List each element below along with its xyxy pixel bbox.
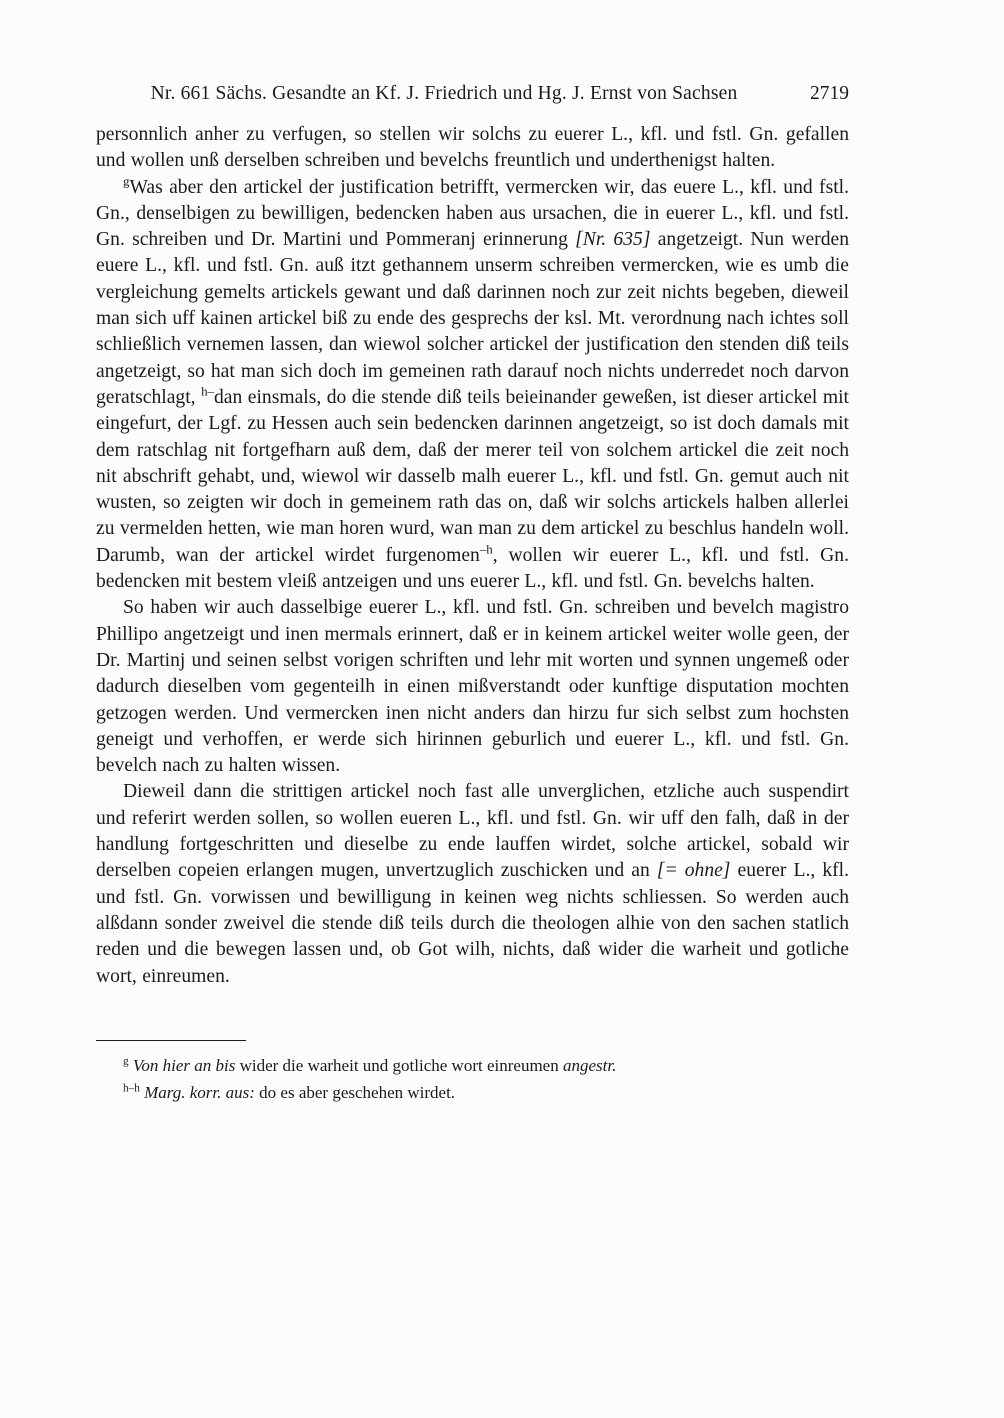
text-run: Was aber den artickel der justification betrifft, vermercken wir, das euere L., kfl. und fstl. Gn., denselbigen zu bewilligen, bedencken haben aus ursachen, die in euerer L., kfl. und fstl. Gn. schreiben und Dr. Martini und Pommeranj erinnerung — [96, 176, 849, 251]
note-mark: h–h — [123, 1082, 140, 1095]
footnote-area — [96, 1040, 849, 1107]
italic-run: Marg. korr. aus: — [144, 1083, 255, 1103]
text-run: wider die warheit und gotliche wort einreumen — [235, 1055, 563, 1075]
text-run: , wollen wir euerer L., kfl. und fstl. Gn. bedencken mit bestem vleiß antzeigen und uns euerer L., kfl. und fstl. Gn. bevelchs halten. — [96, 544, 849, 593]
note-mark: h– — [201, 383, 214, 399]
text-run: personnlich anher zu verfugen, so stellen wir solchs zu euerer L., kfl. und fstl. Gn. gefallen und wollen unß derselben schreiben und bevelchs freuntlich und underthenigst halten. — [96, 124, 849, 172]
text-run: So haben wir auch dasselbige euerer L., kfl. und fstl. Gn. schreiben und bevelch magistro Phillipo angetzeigt und inen mermals erinnert, daß er in keinem artickel weiter wolle geen, der Dr. Martinj und seinen selbst vorigen schriften und lehr mit worten und synnen ungemeß oder dadurch dieselben vom gegenteilh in einen mißverstandt oder kunftige disputation mochten getzogen werden. Und vermercken inen nicht anders dan hirzu fur sich selbst zum hochsten geneigt und verhoffen, er werde sich hirinnen geburlich und euerer L., kfl. und fstl. Gn. bevelch nach zu halten wissen. — [96, 597, 849, 777]
footnote-item — [96, 1079, 849, 1107]
footnote-item — [96, 1052, 849, 1080]
body-paragraphs — [96, 122, 849, 990]
italic-run: Von hier an bis — [132, 1055, 236, 1075]
note-mark: –h — [479, 541, 493, 557]
paragraph — [96, 122, 849, 175]
paragraph — [96, 175, 849, 596]
footnote-separator — [96, 1040, 246, 1041]
text-run: do es aber geschehen wirdet. — [254, 1083, 456, 1103]
text-run: dan einsmals, do die stende diß teils beieinander geweßen, ist dieser artickel mit eingefurt, der Lgf. zu Hessen auch sein bedencken darinnen angetzeigt, so ist doch damals mit dem ratschlag nit fortgefharn auß dem, daß der merer teil von solchem artickel die zeit noch nit abschrift gehabt, und, wiewol wir dasselb malh euerer L., kfl. und fstl. Gn. gemut auch nit wusten, so zeigten wir doch in gemeinem rath das on, daß wir solchs artickels halben allerlei zu vermelden hetten, wie man horen wurd, wan man zu dem artickel zu beschlus handeln woll. Darumb, wan der artickel wirdet furgenomen — [96, 386, 849, 566]
paragraph — [96, 595, 849, 779]
note-mark: g — [123, 1055, 129, 1068]
italic-run: angestr. — [562, 1055, 617, 1075]
text-run: Dieweil dann die strittigen artickel noch fast alle unverglichen, etzliche auch suspendirt und referirt werden sollen, so wollen eueren L., kfl. und fstl. Gn. wir uff den falh, daß in der handlung fortgeschritten und dieselbe zu ende lauffen wirdet, solche artickel, sobald wir derselben copeien erlangen mugen, unvertzuglich zuschicken und an — [96, 781, 849, 882]
paragraph — [96, 779, 849, 989]
running-title: Nr. 661 Sächs. Gesandte an Kf. J. Friedrich und Hg. J. Ernst von Sachsen — [150, 83, 738, 104]
text-run: angetzeigt. Nun werden euere L., kfl. und fstl. Gn. auß itzt gethannem unserm schreiben vermercken, wie es umb die vergleichung gemelts artickels gewant und daß darinnen noch zur zeit nichts begeben, dieweil man sich uff kainen artickel biß zu ende des gesprechs der ksl. Mt. verordnung nach ichtes soll schließlich vernemen lassen, dan wiewol solcher artickel der justification den stenden diß teils angetzeigt, so hat man sich doch im gemeinen rath darauf noch nichts underredet noch darvon geratschlagt, — [96, 229, 850, 408]
page-number: 2719 — [810, 83, 849, 104]
text-run: euerer L., kfl. und fstl. Gn. vorwissen und bewilligung in keinen weg nichts schliessen. So werden auch alßdann sonder zweivel die stende diß teils durch die theologen alhie von den sachen statlich reden und die bewegen lassen und, ob Got wilh, nichts, daß wider die warheit und gotliche wort, einreumen. — [96, 860, 849, 987]
italic-run: [Nr. 635] — [575, 229, 651, 251]
footnotes — [96, 1052, 849, 1107]
note-mark: g — [123, 173, 130, 189]
running-head — [96, 82, 849, 106]
italic-run: [= ohne] — [656, 860, 731, 882]
page-content — [96, 82, 849, 1107]
